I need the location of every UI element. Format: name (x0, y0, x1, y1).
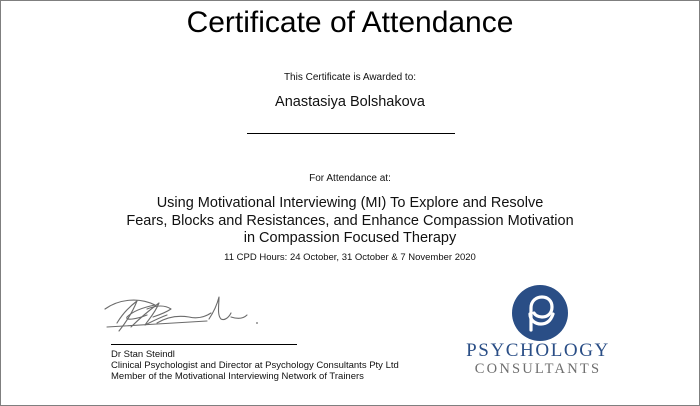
recipient-name: Anastasiya Bolshakova (275, 94, 425, 110)
logo-wordmark-line-2: CONSULTANTS (474, 361, 602, 377)
course-title-line-3: in Compassion Focused Therapy (243, 230, 457, 246)
signatory-name: Dr Stan Steindl (111, 349, 175, 360)
signatory-block (111, 349, 399, 382)
signature-line (111, 344, 297, 345)
cpd-hours: 11 CPD Hours: 24 October, 31 October & 7 November 2020 (224, 252, 476, 263)
handwritten-signature (97, 287, 272, 339)
psychology-consultants-logo-icon (511, 284, 569, 342)
logo-wordmark-line-1: PSYCHOLOGY (466, 340, 610, 361)
signatory-membership: Member of the Motivational Interviewing Network of Trainers (111, 371, 364, 382)
awarded-label: This Certificate is Awarded to: (283, 72, 417, 83)
course-title (1, 195, 699, 248)
course-title-line-2: Fears, Blocks and Resistances, and Enhance Compassion Motivation (126, 212, 574, 229)
recipient-underline (247, 133, 455, 134)
certificate-title: Certificate of Attendance (186, 6, 514, 39)
course-title-line-1: Using Motivational Interviewing (MI) To Explore and Resolve (156, 195, 544, 211)
signatory-role: Clinical Psychologist and Director at Psychology Consultants Pty Ltd (111, 360, 399, 371)
attendance-label: For Attendance at: (309, 173, 391, 184)
